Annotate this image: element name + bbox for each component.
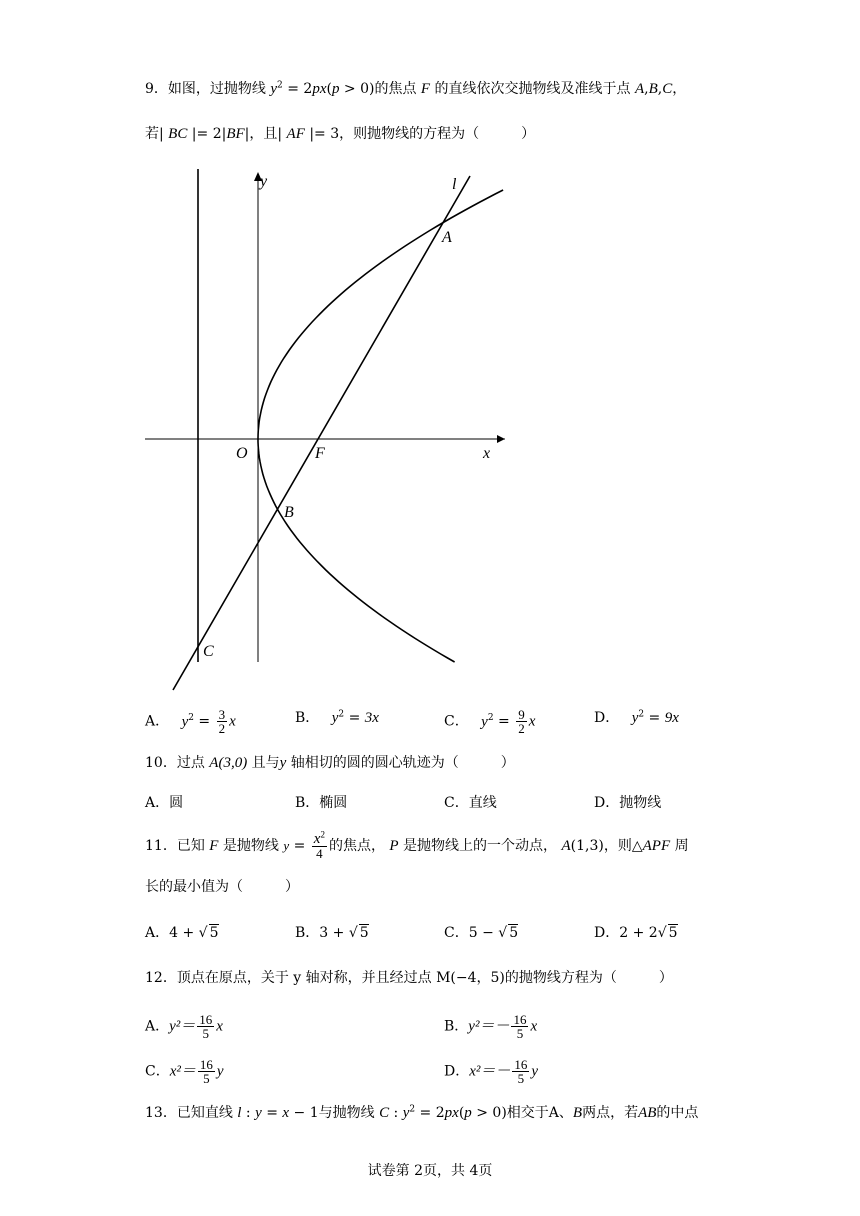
q9-option-a[interactable]: A． $y^2$ = $\frac{3}{2}$ x	[145, 707, 236, 736]
q9-line-1: 9．如图，过抛物线 $y^2 = 2px(p > 0)$的焦点 F 的直线依次交抛物线及准线于点 A,B,C，	[145, 80, 687, 97]
label-y: y	[260, 173, 268, 190]
label-F: F	[315, 445, 325, 462]
label-C: C	[203, 643, 214, 660]
q12-option-a[interactable]: A．y²＝ $\frac{16}{5}$ x	[145, 1012, 223, 1041]
q11-option-d[interactable]: D．2 + 2√ 5	[594, 925, 678, 941]
q10-option-c[interactable]: C．直线	[444, 795, 497, 811]
q9-number: 9．	[145, 81, 168, 97]
q11-option-a[interactable]: A．4 + √ 5	[145, 925, 219, 941]
q12-stem: 12．顶点在原点，关于 y 轴对称，并且经过点 M(−4，5)的抛物线方程为（ ）	[145, 970, 673, 986]
q11-stem-line-1: 11．已知 F 是抛物线 y = $\frac{x^2}{4}$ 的焦点， P 是抛物线上的一个动点， A(1,3)，则△APF 周	[145, 829, 689, 861]
q9-line-2: 若| BC |= 2|BF|，且| AF |= 3，则抛物线的方程为（ ）	[145, 126, 536, 142]
q11-option-c[interactable]: C．5 − √ 5	[444, 925, 519, 941]
label-B: B	[284, 504, 294, 521]
q10-stem: 10．过点 A(3,0) 且与y 轴相切的圆的圆心轨迹为（ ）	[145, 755, 515, 771]
q9-option-c[interactable]: C． $y^2$ = $\frac{9}{2}$ x	[444, 707, 536, 736]
q12-option-b[interactable]: B．y²＝－ $\frac{16}{5}$ x	[444, 1012, 538, 1041]
q9-option-d[interactable]: D． $y^2 = 9x$	[594, 709, 679, 726]
q10-option-b[interactable]: B．椭圆	[295, 795, 348, 811]
q12-option-c[interactable]: C．x²＝ $\frac{16}{5}$ y	[145, 1057, 224, 1086]
label-O: O	[236, 445, 248, 462]
x-axis-arrow-icon	[497, 435, 505, 443]
line-l	[173, 176, 470, 690]
label-A: A	[442, 229, 452, 246]
q11-option-b[interactable]: B．3 + √ 5	[295, 925, 369, 941]
label-l: l	[452, 176, 457, 193]
label-x: x	[483, 445, 491, 462]
q11-stem-line-2: 长的最小值为（ ）	[145, 879, 299, 895]
q9-option-b[interactable]: B． $y^2 = 3x$	[295, 709, 379, 726]
page-footer: 试卷第 2页，共 4页	[367, 1163, 493, 1179]
q10-option-a[interactable]: A．圆	[145, 795, 184, 811]
q13-stem: 13．已知直线 l : y = x − 1与抛物线 C : $y^2 = 2px(p > 0)$相交于A、B两点，若AB的中点	[145, 1104, 699, 1121]
parabola-curve	[258, 190, 503, 662]
q10-option-d[interactable]: D．抛物线	[594, 795, 662, 811]
q12-option-d[interactable]: D．x²＝－ $\frac{16}{5}$ y	[444, 1057, 539, 1086]
